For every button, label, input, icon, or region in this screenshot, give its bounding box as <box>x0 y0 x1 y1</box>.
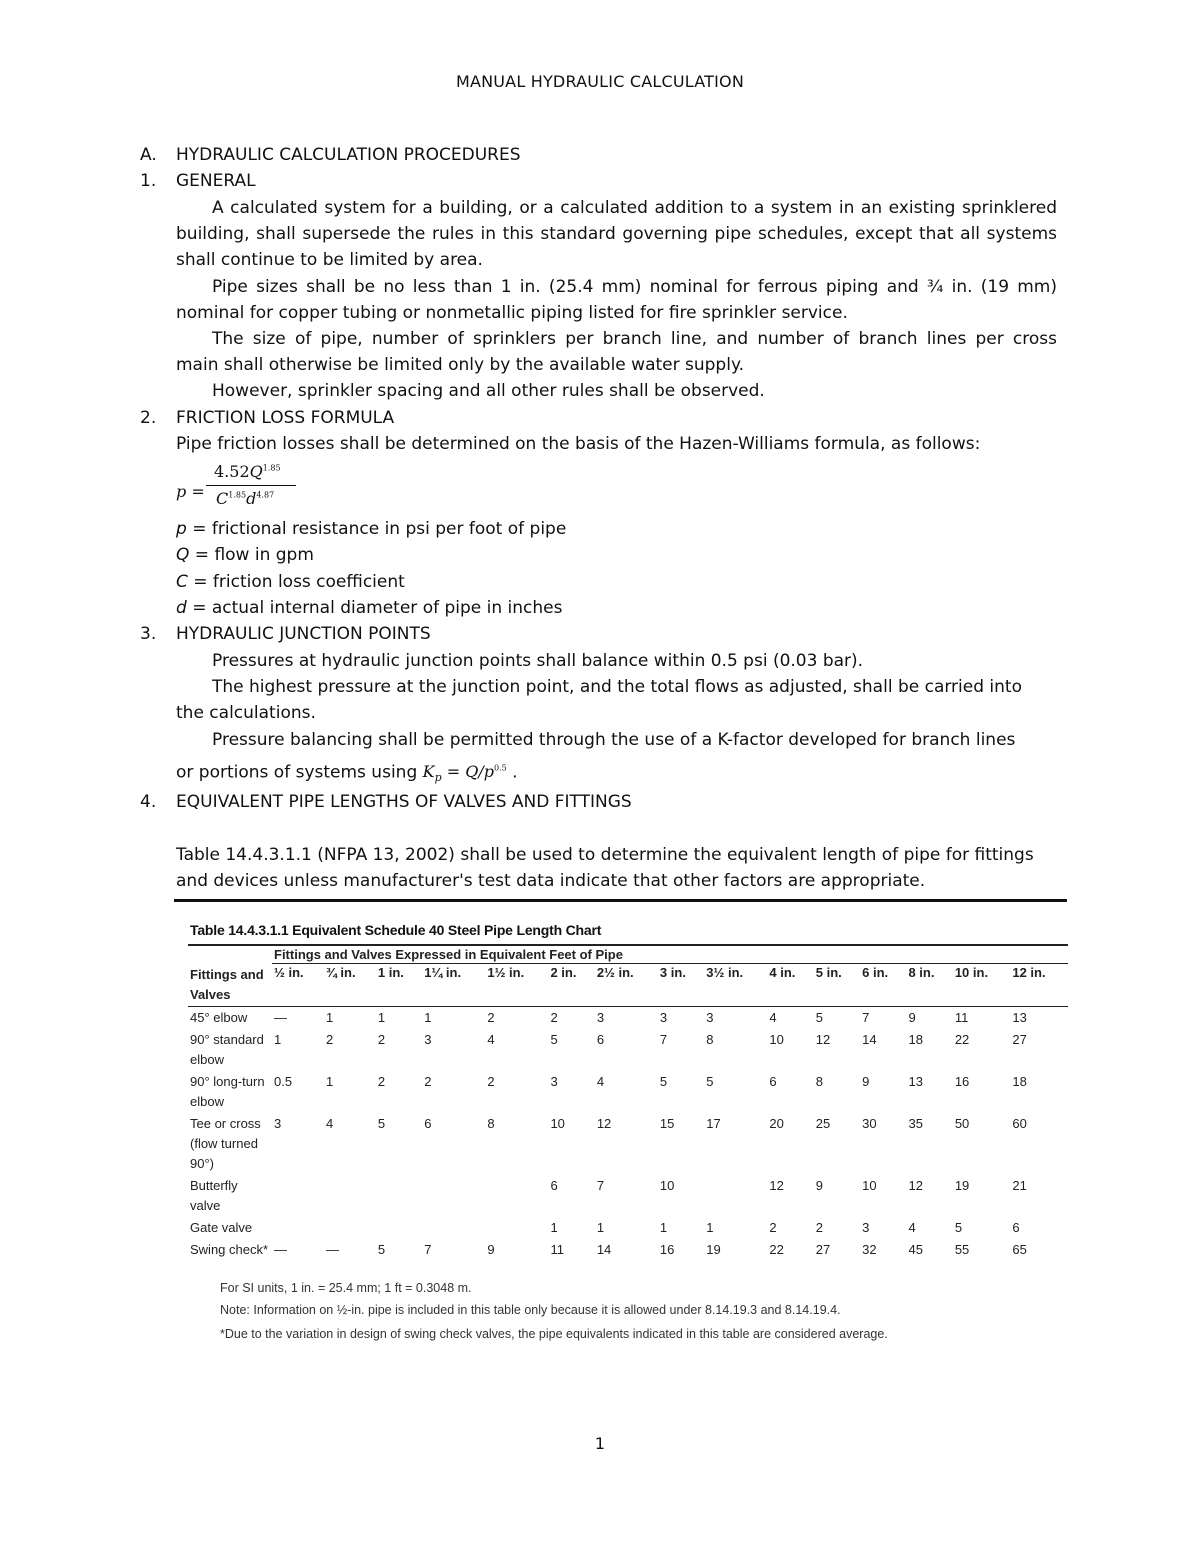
table-cell: 1 <box>659 1219 668 1235</box>
table-cell: 2 <box>769 1219 777 1235</box>
table-cell: — <box>274 1241 287 1257</box>
table-note-si: For SI units, 1 in. = 25.4 mm; 1 ft = 0.3048 m. <box>220 1281 472 1295</box>
table-row-label: Tee or cross (flow turned 90°) <box>190 1115 261 1171</box>
table-cell: 14 <box>596 1241 612 1257</box>
table-cell: 8 <box>815 1073 823 1089</box>
table-cell: 22 <box>769 1241 784 1257</box>
table-cell: 3 <box>706 1009 714 1025</box>
table-cell <box>324 1217 376 1239</box>
junction-p2-line2: the calculations. <box>176 703 316 723</box>
table-cell: 7 <box>659 1031 668 1047</box>
table-cell: 6 <box>424 1115 432 1131</box>
table-cell: 3 <box>550 1073 558 1089</box>
table-cell: 6 <box>769 1073 777 1089</box>
table-cell: 7 <box>862 1009 870 1025</box>
section-3-title: HYDRAULIC JUNCTION POINTS <box>176 624 431 644</box>
table-cell: 8 <box>706 1031 714 1047</box>
table-cell: 12 <box>769 1177 784 1193</box>
table-cell: 2 <box>377 1073 386 1089</box>
table-cell: 12 <box>596 1115 612 1131</box>
table-title: Table 14.4.3.1.1 Equivalent Schedule 40 Steel Pipe Length Chart <box>190 922 602 938</box>
table-cell: 19 <box>954 1177 970 1193</box>
table-cell: 45 <box>908 1241 923 1257</box>
table-cell <box>376 1217 422 1239</box>
table-row <box>188 1239 1068 1261</box>
table-cell <box>422 1175 485 1217</box>
table-cell: 60 <box>1012 1115 1027 1131</box>
table-cell: 10 <box>550 1115 565 1131</box>
table-col-header: 10 in. <box>953 964 1011 1007</box>
table-cell: 16 <box>954 1073 970 1089</box>
table-cell: 5 <box>550 1031 558 1047</box>
table-cell: 2 <box>550 1009 558 1025</box>
table-cell: 9 <box>908 1009 916 1025</box>
table-col-header: 8 in. <box>906 964 952 1007</box>
table-col-header: 4 in. <box>767 964 813 1007</box>
table-cell: 30 <box>862 1115 877 1131</box>
table-cell: 5 <box>377 1115 386 1131</box>
equivalent-length-grid <box>188 944 1068 1261</box>
section-1-number: 1. <box>140 171 157 191</box>
table-group-header-row <box>188 945 1068 964</box>
table-cell: 12 <box>815 1031 831 1047</box>
table-cell: 55 <box>954 1241 970 1257</box>
table-cell: 5 <box>706 1073 714 1089</box>
hazen-williams-formula <box>176 462 306 516</box>
table-cell: 18 <box>1012 1073 1027 1089</box>
section-1-title: GENERAL <box>176 171 256 191</box>
section-2-heading <box>140 405 394 431</box>
def-c: C = friction loss coefficient <box>176 572 405 592</box>
table-cell: 4 <box>487 1031 495 1047</box>
table-col-header: ½ in. <box>272 964 324 1007</box>
table-row-label: Swing check* <box>190 1241 269 1257</box>
friction-intro: Pipe friction losses shall be determined on the basis of the Hazen-Williams formula, as follows: <box>176 434 981 454</box>
table-cell: 50 <box>954 1115 970 1131</box>
table-cell: 3 <box>659 1009 668 1025</box>
table-row-label: 90° long-turn elbow <box>190 1073 265 1109</box>
table-cell: 2 <box>815 1219 823 1235</box>
formula-fraction-bar <box>206 485 296 486</box>
table-row <box>188 1113 1068 1175</box>
table-cell: — <box>274 1009 287 1025</box>
table-column-header-row <box>188 964 1068 1007</box>
section-a-title: HYDRAULIC CALCULATION PROCEDURES <box>176 145 521 165</box>
table-row-label: Butterfly valve <box>190 1177 238 1213</box>
table-cell <box>272 1217 324 1239</box>
table-cell: 5 <box>659 1073 668 1089</box>
def-p: p = frictional resistance in psi per foot of pipe <box>176 519 567 539</box>
junction-p3-line1: Pressure balancing shall be permitted through the use of a K-factor developed for branch lines <box>212 730 1016 750</box>
table-cell: — <box>325 1241 339 1257</box>
table-col-header: ¾ in. <box>324 964 376 1007</box>
table-cell <box>272 1175 324 1217</box>
table-cell: 2 <box>325 1031 334 1047</box>
table-cell: 11 <box>550 1241 564 1257</box>
table-cell: 3 <box>596 1009 605 1025</box>
table-cell: 14 <box>862 1031 877 1047</box>
table-cell <box>376 1175 422 1217</box>
table-row <box>188 1217 1068 1239</box>
table-col-header: 3 in. <box>658 964 704 1007</box>
table-cell: 18 <box>908 1031 923 1047</box>
table-cell: 6 <box>1012 1219 1020 1235</box>
general-p3-line2: main shall otherwise be limited only by the available water supply. <box>176 355 744 375</box>
table-top-rule <box>174 899 1067 902</box>
table-cell <box>704 1175 767 1217</box>
table-cell: 10 <box>769 1031 784 1047</box>
general-p1-line1: A calculated system for a building, or a calculated addition to a system in an existing sprinklered <box>212 198 1057 218</box>
table-col-header: 1½ in. <box>485 964 548 1007</box>
table-cell: 19 <box>706 1241 721 1257</box>
junction-p1: Pressures at hydraulic junction points shall balance within 0.5 psi (0.03 bar). <box>212 651 864 671</box>
table-cell: 11 <box>954 1009 969 1025</box>
table-cell: 65 <box>1012 1241 1027 1257</box>
section-4-heading <box>140 789 632 815</box>
table-row-label: Gate valve <box>190 1219 253 1235</box>
def-d: d = actual internal diameter of pipe in inches <box>176 598 563 618</box>
table-col-header: 6 in. <box>860 964 906 1007</box>
table-cell: 2 <box>424 1073 432 1089</box>
table-cell: 3 <box>274 1115 282 1131</box>
general-p2-line2: nominal for copper tubing or nonmetallic piping listed for fire sprinkler service. <box>176 303 848 323</box>
table-cell: 17 <box>706 1115 721 1131</box>
table-cell: 2 <box>487 1073 495 1089</box>
table-cell: 2 <box>377 1031 386 1047</box>
junction-p3-line2: or portions of systems using $K_p = Q/p^{0.5}$ . <box>176 762 518 785</box>
general-p2-line1: Pipe sizes shall be no less than 1 in. (25.4 mm) nominal for ferrous piping and ¾ in. (19 mm) <box>212 277 1057 297</box>
table-row <box>188 1006 1068 1029</box>
table-cell: 10 <box>659 1177 675 1193</box>
table-cell <box>422 1217 485 1239</box>
table-cell <box>324 1175 376 1217</box>
table-cell: 4 <box>769 1009 777 1025</box>
table-col-header: 5 in. <box>814 964 860 1007</box>
table-cell: 13 <box>1012 1009 1027 1025</box>
table-col-header: 1¼ in. <box>422 964 485 1007</box>
table-cell: 25 <box>815 1115 831 1131</box>
table-cell: 4 <box>596 1073 605 1089</box>
table-cell: 1 <box>325 1073 334 1089</box>
table-cell: 5 <box>815 1009 823 1025</box>
section-2-number: 2. <box>140 408 157 428</box>
page-title: MANUAL HYDRAULIC CALCULATION <box>455 72 745 91</box>
table-cell: 32 <box>862 1241 877 1257</box>
table-cell: 1 <box>325 1009 334 1025</box>
table-cell: 2 <box>487 1009 495 1025</box>
formula-numerator: $4.52Q^{1.85}$ <box>214 462 281 481</box>
table-first-col-header: Fittings and Valves <box>188 964 272 1007</box>
section-2-title: FRICTION LOSS FORMULA <box>176 408 395 428</box>
section-a-heading <box>140 142 521 168</box>
equiv-p1-line1: Table 14.4.3.1.1 (NFPA 13, 2002) shall be used to determine the equivalent length of pipe for fittings <box>176 845 1034 865</box>
table-cell: 10 <box>862 1177 877 1193</box>
formula-lhs: p = <box>176 482 205 501</box>
k-factor-formula: $K_p = Q/p^{0.5}$ <box>422 762 507 785</box>
table-cell: 5 <box>377 1241 386 1257</box>
table-note-swing-check: *Due to the variation in design of swing check valves, the pipe equivalents indicated in this table are considered average. <box>220 1327 888 1341</box>
table-cell: 12 <box>908 1177 923 1193</box>
table-cell: 4 <box>325 1115 334 1131</box>
table-cell: 22 <box>954 1031 970 1047</box>
table-cell <box>485 1217 548 1239</box>
table-cell: 27 <box>1012 1031 1027 1047</box>
general-p3-line1: The size of pipe, number of sprinklers per branch line, and number of branch lines per cross <box>212 329 1057 349</box>
table-row-label: 45° elbow <box>190 1009 248 1025</box>
table-cell: 7 <box>424 1241 432 1257</box>
table-cell: 9 <box>487 1241 495 1257</box>
table-cell: 1 <box>274 1031 282 1047</box>
table-cell: 16 <box>659 1241 675 1257</box>
table-row <box>188 1071 1068 1113</box>
table-col-header: 2½ in. <box>595 964 658 1007</box>
table-col-header: 2 in. <box>548 964 594 1007</box>
table-cell: 20 <box>769 1115 784 1131</box>
section-4-number: 4. <box>140 792 157 812</box>
table-note-half-inch: Note: Information on ½-in. pipe is included in this table only because it is allowed under 8.14.19.3 and 8.14.19.4. <box>220 1303 841 1317</box>
section-a-number: A. <box>140 145 157 165</box>
section-4-title: EQUIVALENT PIPE LENGTHS OF VALVES AND FITTINGS <box>176 792 632 812</box>
table-cell: 15 <box>659 1115 675 1131</box>
table-cell: 1 <box>377 1009 386 1025</box>
table-col-header: 12 in. <box>1010 964 1068 1007</box>
page-number: 1 <box>594 1434 606 1453</box>
table-row <box>188 1029 1068 1071</box>
equiv-p1-line2: and devices unless manufacturer's test data indicate that other factors are appropriate. <box>176 871 926 891</box>
table-col-header: 3½ in. <box>704 964 767 1007</box>
table-cell <box>485 1175 548 1217</box>
table-cell: 0.5 <box>274 1073 293 1089</box>
table-cell: 3 <box>424 1031 432 1047</box>
table-cell: 4 <box>908 1219 916 1235</box>
table-cell: 21 <box>1012 1177 1027 1193</box>
table-cell: 1 <box>706 1219 714 1235</box>
table-cell: 6 <box>596 1031 605 1047</box>
general-p1-line2: building, shall supersede the rules in this standard governing pipe schedules, except that all systems <box>176 224 1057 244</box>
table-cell: 8 <box>487 1115 495 1131</box>
table-row <box>188 1175 1068 1217</box>
section-3-heading <box>140 621 431 647</box>
table-cell: 1 <box>424 1009 432 1025</box>
def-q: Q = flow in gpm <box>176 545 314 565</box>
formula-denominator: $C^{1.85}d^{4.87}$ <box>216 489 275 508</box>
junction-p2-line1: The highest pressure at the junction point, and the total flows as adjusted, shall be carried into <box>212 677 1022 697</box>
table-cell: 1 <box>550 1219 558 1235</box>
section-3-number: 3. <box>140 624 157 644</box>
table-row-label: 90° standard elbow <box>190 1031 264 1067</box>
table-cell: 1 <box>596 1219 605 1235</box>
general-p4-line1: However, sprinkler spacing and all other rules shall be observed. <box>212 381 765 401</box>
general-p1-line3: shall continue to be limited by area. <box>176 250 483 270</box>
table-cell: 9 <box>815 1177 823 1193</box>
table-cell: 27 <box>815 1241 831 1257</box>
table-cell: 3 <box>862 1219 870 1235</box>
table-cell: 35 <box>908 1115 923 1131</box>
table-cell: 13 <box>908 1073 923 1089</box>
table-group-header: Fittings and Valves Expressed in Equivalent Feet of Pipe <box>272 945 1068 964</box>
table-cell: 7 <box>596 1177 605 1193</box>
table-col-header: 1 in. <box>376 964 422 1007</box>
table-cell: 5 <box>954 1219 963 1235</box>
table-body <box>188 1006 1068 1261</box>
table-cell: 6 <box>550 1177 558 1193</box>
table-cell: 9 <box>862 1073 870 1089</box>
section-1-heading <box>140 168 256 194</box>
